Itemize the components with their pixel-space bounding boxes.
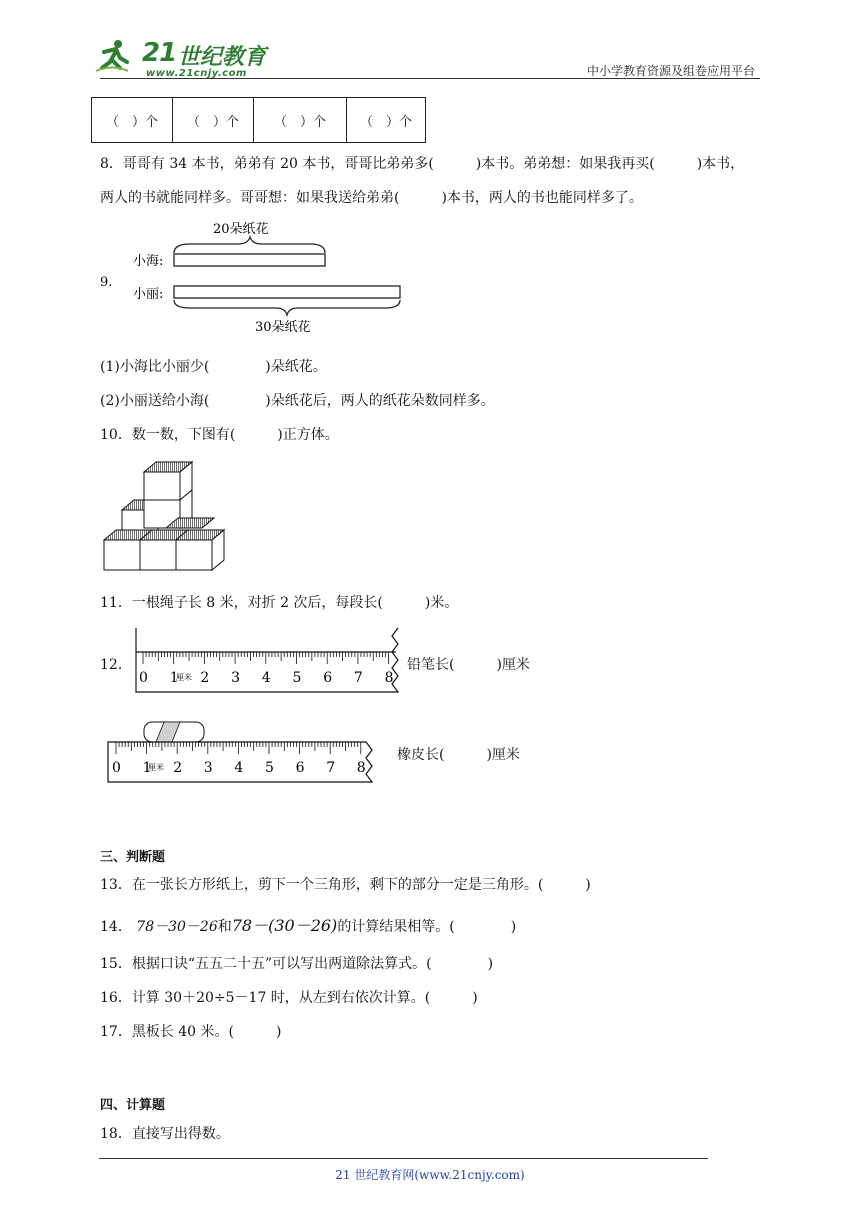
q14-question [100, 913, 516, 936]
q18-question: 18．直接写出得数。 [100, 1126, 230, 1142]
q8-line1: 8．哥哥有 34 本书，弟弟有 20 本书，哥哥比弟弟多( )本书。弟弟想：如果我再买( )本书， [100, 156, 745, 172]
q12-number: 12． [100, 657, 132, 673]
header-divider [100, 78, 760, 79]
q8-line2: 两人的书就能同样多。哥哥想：如果我送给弟弟( )本书，两人的书也能同样多了。 [100, 190, 643, 206]
ruler-tick-label: 5 [292, 670, 302, 686]
ruler-tick-label: 1 [169, 670, 179, 686]
pencil-length-question: 铅笔长( )厘米 [407, 657, 530, 673]
q9-top-brace [174, 237, 325, 253]
q9-sub1: (1)小海比小丽少( )朵纸花。 [100, 359, 327, 375]
q14-expression-1: 78－30－26 [136, 919, 218, 935]
count-cell: （ ）个 [254, 98, 347, 143]
q14-and: 和 [217, 919, 232, 935]
q14-expression-2: 78－(30－26) [231, 916, 338, 935]
q9-bar-diagram [95, 216, 415, 338]
ruler-eraser-figure [102, 712, 380, 787]
ruler-tick-label: 7 [326, 760, 336, 776]
ruler-tick-label: 1 [142, 760, 152, 776]
platform-name: 中小学教育资源及组卷应用平台 [586, 64, 755, 78]
count-cell: （ ）个 [92, 98, 173, 143]
ruler-unit-label: 厘米 [148, 763, 164, 772]
ruler-tick-label: 3 [203, 760, 213, 776]
footer-divider [99, 1158, 708, 1159]
ruler-tick-label: 0 [112, 760, 121, 776]
cube [176, 530, 224, 570]
q17-question: 17．黑板长 40 米。( ) [100, 1024, 282, 1040]
ruler-tick-label: 2 [173, 760, 183, 776]
ruler-pencil-figure [130, 622, 405, 697]
ruler-tick-label: 8 [384, 670, 394, 686]
ruler-tick-label: 5 [265, 760, 274, 776]
q9-number: 9. [100, 275, 113, 290]
q13-question: 13．在一张长方形纸上，剪下一个三角形，剩下的部分一定是三角形。( ) [100, 877, 591, 893]
ruler-tick-label: 8 [356, 760, 366, 776]
count-table [91, 97, 426, 143]
ruler-tick-label: 3 [231, 670, 241, 686]
section-3-title: 三、判断题 [100, 850, 166, 865]
cube [144, 462, 192, 500]
runner-logo-icon [94, 38, 130, 74]
q14-suffix: 的计算结果相等。( ) [337, 919, 517, 935]
logo-number: 21 [142, 38, 177, 68]
ruler-tick-label: 7 [353, 670, 363, 686]
cube-stack-figure [100, 460, 230, 575]
q10-question: 10．数一数，下图有( )正方体。 [100, 427, 339, 443]
eraser-icon [144, 722, 204, 742]
q9-row1-label: 小海: [133, 254, 164, 269]
q15-question: 15．根据口诀“五五二十五”可以写出两道除法算式。( ) [100, 956, 494, 972]
q9-bottom-brace [174, 300, 400, 315]
q16-question: 16．计算 30＋20÷5－17 时，从左到右依次计算。( ) [100, 990, 478, 1006]
ruler-tick-label: 0 [139, 670, 148, 686]
section-4-title: 四、计算题 [100, 1098, 166, 1113]
logo-url: www.21cnjy.com [146, 68, 247, 79]
q14-number: 14． [100, 919, 132, 935]
count-cell: （ ）个 [173, 98, 254, 143]
xiaohai-bar [174, 254, 325, 266]
eraser-length-question: 橡皮长( )厘米 [397, 747, 520, 763]
count-cell: （ ）个 [347, 98, 426, 143]
q11-question: 11．一根绳子长 8 米，对折 2 次后，每段长( )米。 [100, 595, 459, 611]
ruler-tick-label: 6 [295, 760, 305, 776]
logo-text: 世纪教育 [178, 45, 267, 70]
q9-row2-label: 小丽: [133, 287, 164, 302]
ruler-tick-label: 6 [323, 670, 333, 686]
q9-sub2: (2)小丽送给小海( )朵纸花后，两人的纸花朵数同样多。 [100, 393, 495, 409]
footer-text: 21 世纪教育网(www.21cnjy.com) [335, 1168, 525, 1182]
ruler-tick-label: 4 [234, 760, 244, 776]
xiaoli-bar [174, 286, 400, 298]
ruler-tick-label: 2 [200, 670, 210, 686]
q9-bottom-label: 30朵纸花 [255, 320, 311, 335]
ruler-unit-label: 厘米 [176, 673, 192, 682]
q9-top-label: 20朵纸花 [213, 222, 269, 237]
ruler-tick-label: 4 [261, 670, 271, 686]
